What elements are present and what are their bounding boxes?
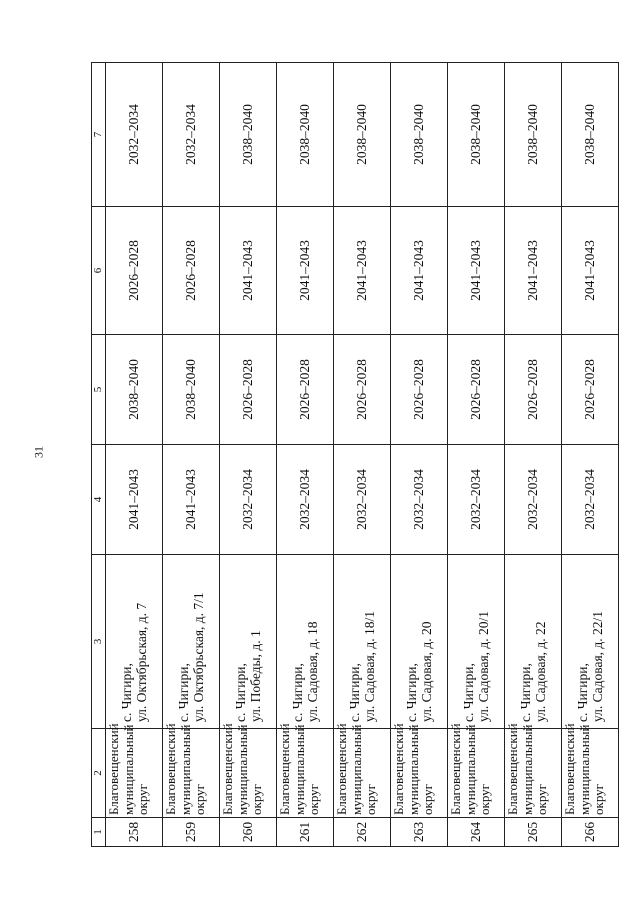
column-number: 7 — [92, 63, 106, 207]
address-line: с. Чигири, — [346, 663, 362, 722]
period-cell-col7: 2038–2040 — [562, 63, 619, 207]
district-cell — [448, 723, 505, 818]
address-line: ул. Октябрьская, д. 7 — [134, 602, 149, 722]
period-cell-col6: 2041–2043 — [448, 207, 505, 335]
period-cell-col7: 2032–2034 — [106, 63, 163, 207]
period-cell-col7: 2038–2040 — [220, 63, 277, 207]
address-line: ул. Садовая, д. 20/1 — [476, 610, 491, 722]
district-line: округ — [135, 784, 151, 815]
district-line: муниципальный — [462, 724, 478, 815]
period-cell-col6: 2026–2028 — [106, 207, 163, 335]
period-cell-col4: 2032–2034 — [334, 445, 391, 555]
address-cell — [391, 555, 448, 729]
address-line: ул. Садовая, д. 22/1 — [590, 610, 605, 722]
period-cell-col5: 2026–2028 — [505, 335, 562, 445]
address-cell — [163, 555, 220, 729]
row-number-cell: 258 — [106, 818, 163, 847]
district-line: Благовещенский — [220, 723, 235, 815]
district-cell — [334, 723, 391, 818]
period-cell-col4: 2032–2034 — [220, 445, 277, 555]
column-number: 3 — [92, 555, 106, 729]
period-cell-col6: 2041–2043 — [220, 207, 277, 335]
district-line: Благовещенский — [448, 723, 463, 815]
period-cell-col4: 2032–2034 — [448, 445, 505, 555]
period-cell-col6: 2041–2043 — [505, 207, 562, 335]
column-number: 5 — [92, 335, 106, 445]
district-line: округ — [363, 784, 379, 815]
table-row — [220, 63, 277, 847]
district-cell — [391, 723, 448, 818]
period-cell-col4: 2041–2043 — [163, 445, 220, 555]
period-cell-col7: 2032–2034 — [163, 63, 220, 207]
table-body — [92, 63, 619, 847]
period-cell-col7: 2038–2040 — [448, 63, 505, 207]
address-line: с. Чигири, — [517, 663, 533, 722]
period-cell-col4: 2032–2034 — [277, 445, 334, 555]
address-line: ул. Садовая, д. 20 — [419, 621, 434, 722]
address-cell — [448, 555, 505, 729]
address-cell — [334, 555, 391, 729]
address-cell — [562, 555, 619, 729]
district-cell — [277, 723, 334, 818]
column-number: 4 — [92, 445, 106, 555]
period-cell-col5: 2026–2028 — [334, 335, 391, 445]
row-number-cell: 259 — [163, 818, 220, 847]
address-line: с. Чигири, — [232, 663, 248, 722]
district-line: Благовещенский — [163, 723, 178, 815]
district-line: округ — [534, 784, 550, 815]
district-line: муниципальный — [120, 724, 136, 815]
row-number-cell: 260 — [220, 818, 277, 847]
table-row — [391, 63, 448, 847]
district-line: муниципальный — [576, 724, 592, 815]
period-cell-col4: 2041–2043 — [106, 445, 163, 555]
row-number-cell: 262 — [334, 818, 391, 847]
table-row — [163, 63, 220, 847]
district-line: муниципальный — [234, 724, 250, 815]
row-number-cell: 261 — [277, 818, 334, 847]
district-line: муниципальный — [519, 724, 535, 815]
district-line: округ — [477, 784, 493, 815]
district-line: муниципальный — [291, 724, 307, 815]
address-line: с. Чигири, — [403, 663, 419, 722]
period-cell-col4: 2032–2034 — [562, 445, 619, 555]
column-number: 2 — [92, 729, 106, 818]
row-number-cell: 265 — [505, 818, 562, 847]
district-cell — [505, 723, 562, 818]
page-number: 31 — [31, 446, 46, 458]
row-number-cell: 264 — [448, 818, 505, 847]
period-cell-col6: 2041–2043 — [562, 207, 619, 335]
table-row — [277, 63, 334, 847]
district-line: округ — [306, 784, 322, 815]
period-cell-col4: 2032–2034 — [505, 445, 562, 555]
address-line: ул. Победы, д. 1 — [248, 630, 263, 722]
address-line: ул. Садовая, д. 18 — [305, 621, 320, 722]
address-line: ул. Октябрьская, д. 7/1 — [191, 592, 206, 722]
period-cell-col5: 2026–2028 — [562, 335, 619, 445]
row-number-cell: 263 — [391, 818, 448, 847]
period-cell-col5: 2038–2040 — [163, 335, 220, 445]
district-line: Благовещенский — [277, 723, 292, 815]
address-line: с. Чигири, — [118, 663, 134, 722]
period-cell-col7: 2038–2040 — [391, 63, 448, 207]
address-line: с. Чигири, — [289, 663, 305, 722]
period-cell-col7: 2038–2040 — [277, 63, 334, 207]
table-row — [334, 63, 391, 847]
district-cell — [562, 723, 619, 818]
district-line: муниципальный — [348, 724, 364, 815]
district-line: муниципальный — [405, 724, 421, 815]
column-number: 6 — [92, 207, 106, 335]
period-cell-col7: 2038–2040 — [505, 63, 562, 207]
period-cell-col5: 2038–2040 — [106, 335, 163, 445]
address-cell — [277, 555, 334, 729]
district-line: муниципальный — [177, 724, 193, 815]
address-line: с. Чигири, — [175, 663, 191, 722]
district-line: округ — [420, 784, 436, 815]
period-cell-col6: 2041–2043 — [391, 207, 448, 335]
district-line: Благовещенский — [391, 723, 406, 815]
period-cell-col5: 2026–2028 — [277, 335, 334, 445]
address-line: с. Чигири, — [460, 663, 476, 722]
address-line: ул. Садовая, д. 18/1 — [362, 610, 377, 722]
district-line: Благовещенский — [106, 723, 121, 815]
address-cell — [106, 555, 163, 729]
table-row — [562, 63, 619, 847]
table-container — [91, 63, 609, 847]
district-line: Благовещенский — [562, 723, 577, 815]
district-cell — [163, 723, 220, 818]
district-line: Благовещенский — [334, 723, 349, 815]
period-cell-col5: 2026–2028 — [391, 335, 448, 445]
district-line: округ — [591, 784, 607, 815]
district-cell — [106, 723, 163, 818]
table-row — [106, 63, 163, 847]
period-cell-col5: 2026–2028 — [448, 335, 505, 445]
column-number-row — [92, 63, 106, 847]
address-line: с. Чигири, — [574, 663, 590, 722]
table-row — [505, 63, 562, 847]
address-cell — [505, 555, 562, 729]
column-number: 1 — [92, 818, 106, 847]
table-row — [448, 63, 505, 847]
district-line: Благовещенский — [505, 723, 520, 815]
period-cell-col7: 2038–2040 — [334, 63, 391, 207]
period-cell-col6: 2041–2043 — [334, 207, 391, 335]
period-cell-col6: 2041–2043 — [277, 207, 334, 335]
district-line: округ — [192, 784, 208, 815]
district-cell — [220, 723, 277, 818]
schedule-table — [91, 62, 619, 847]
period-cell-col4: 2032–2034 — [391, 445, 448, 555]
district-line: округ — [249, 784, 265, 815]
period-cell-col5: 2026–2028 — [220, 335, 277, 445]
address-line: ул. Садовая, д. 22 — [533, 621, 548, 722]
row-number-cell: 266 — [562, 818, 619, 847]
period-cell-col6: 2026–2028 — [163, 207, 220, 335]
address-cell — [220, 555, 277, 729]
